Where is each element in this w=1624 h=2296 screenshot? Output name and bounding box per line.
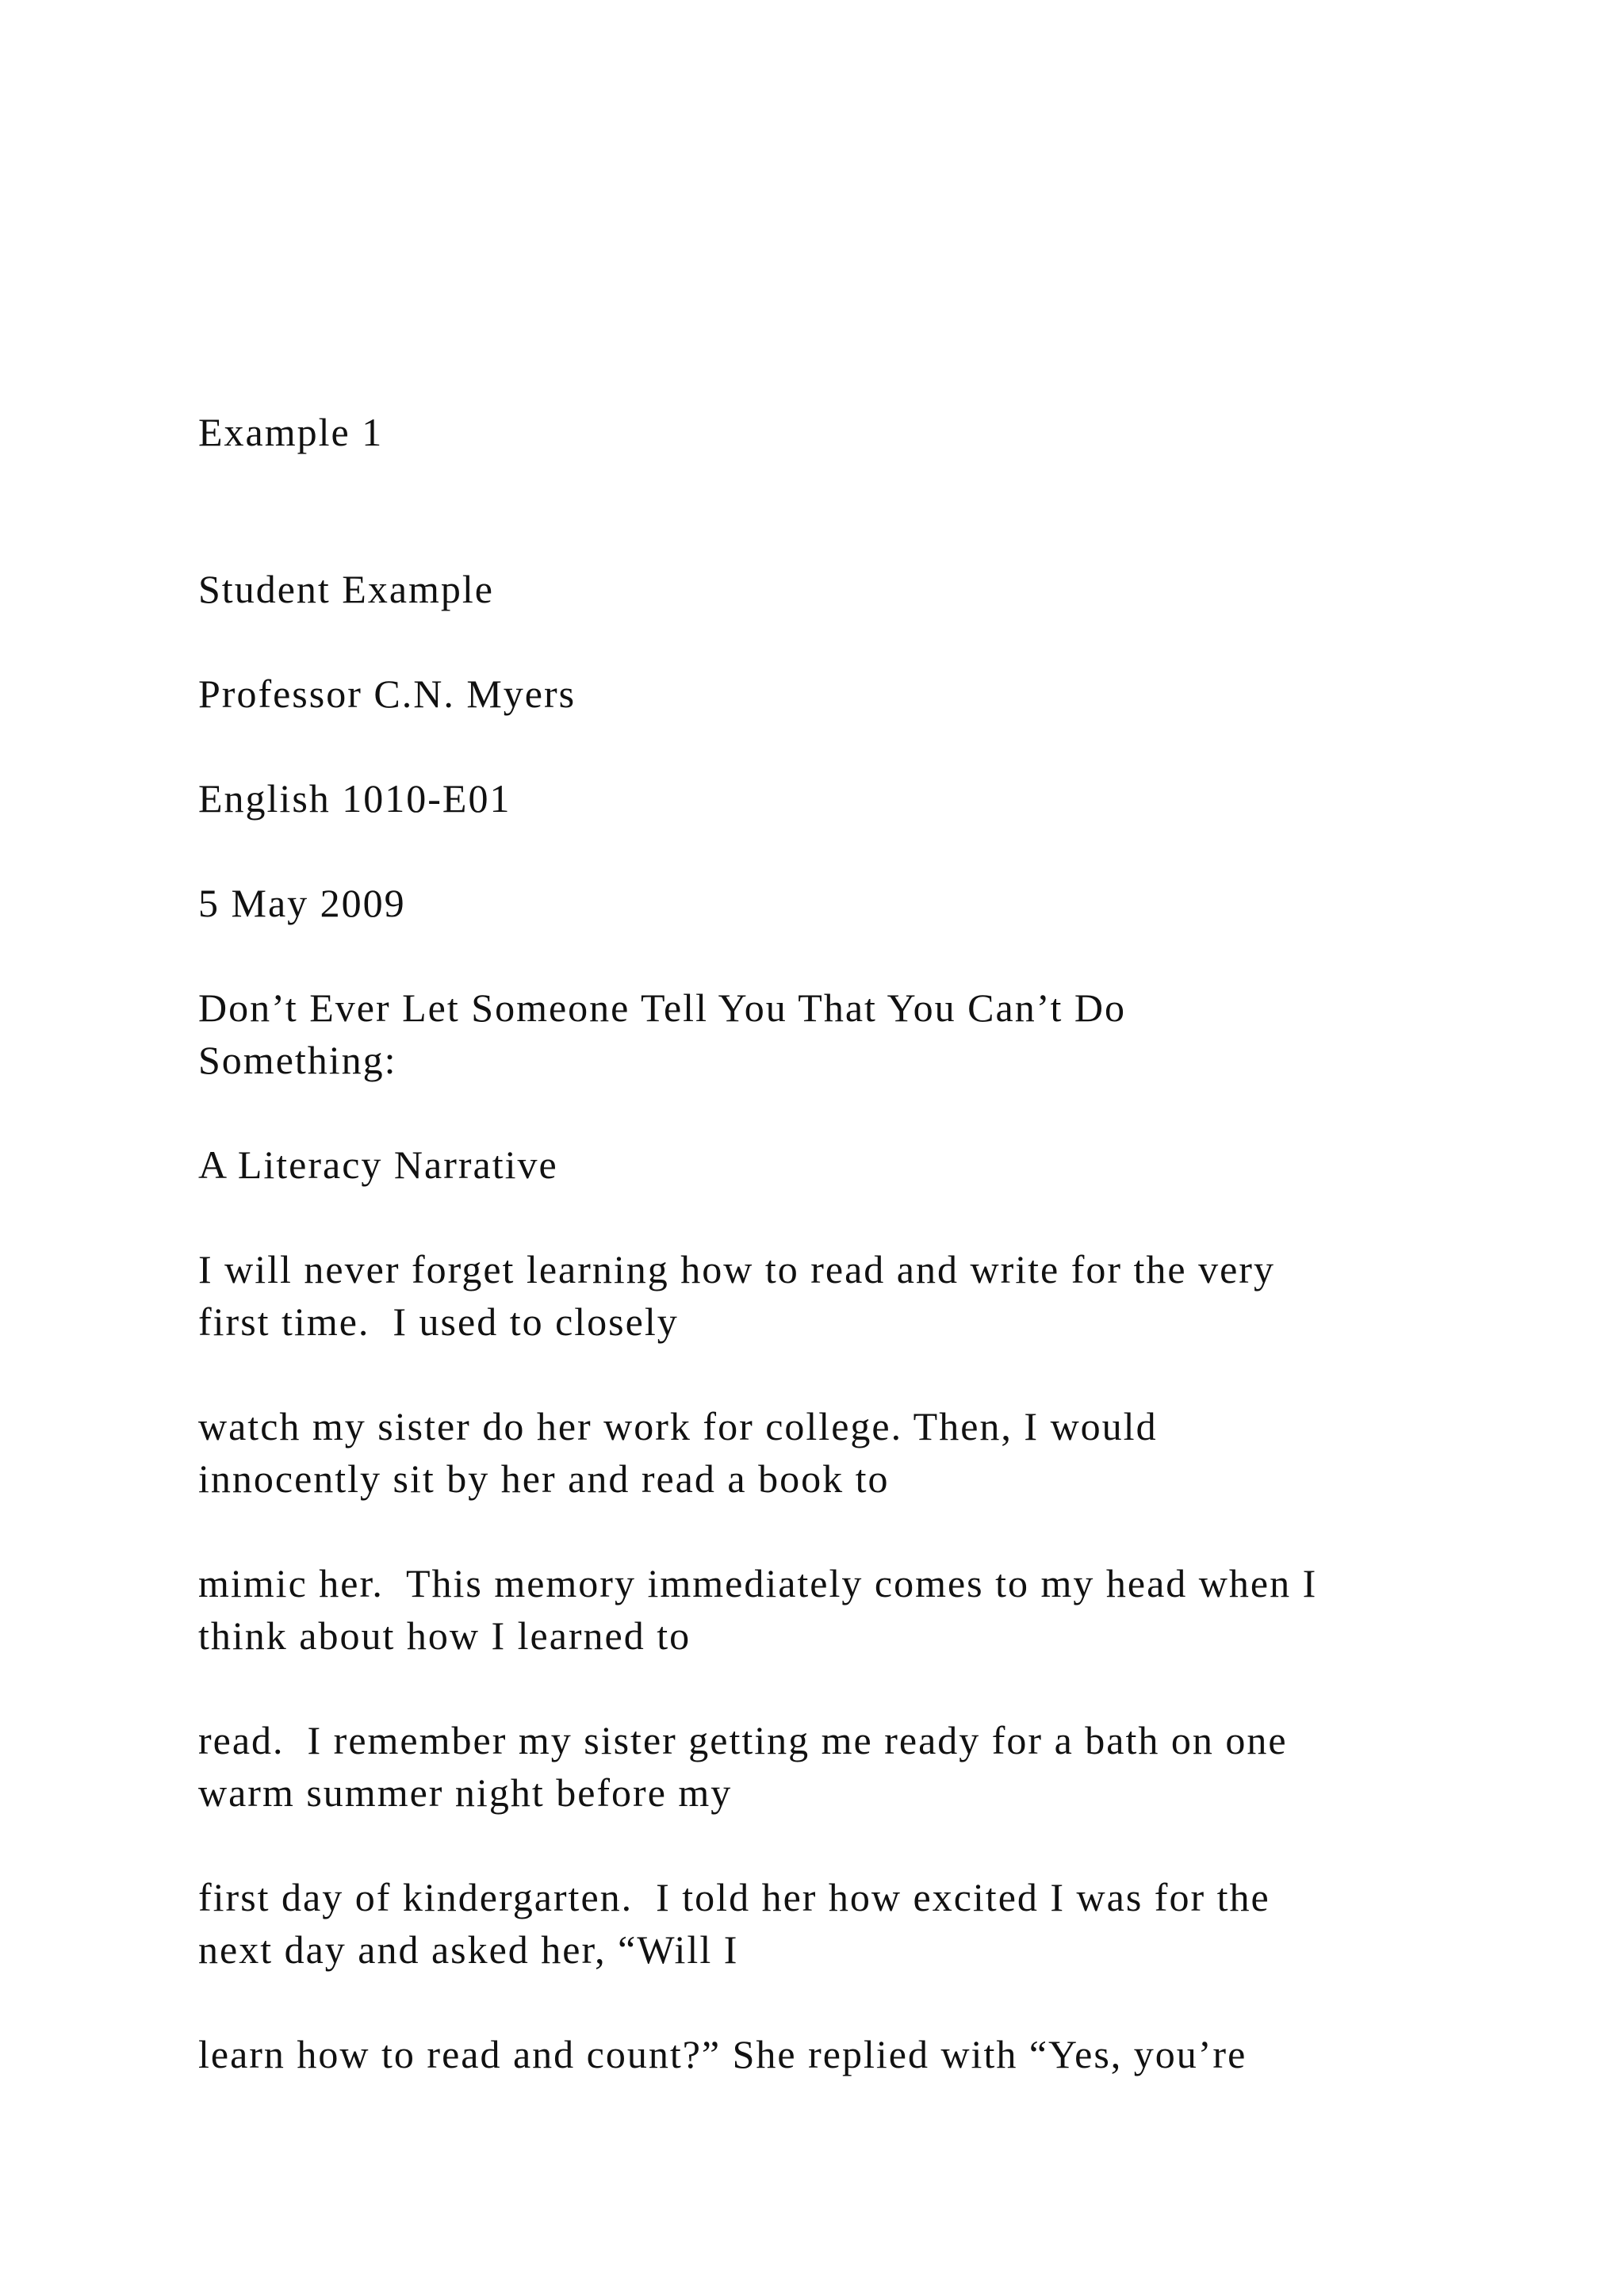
- essay-title-line-2: Something:: [198, 1038, 397, 1082]
- paragraph-line: first time. I used to closely: [198, 1299, 679, 1344]
- document-date: 5 May 2009: [198, 881, 406, 925]
- paragraph-line: innocently sit by her and read a book to: [198, 1456, 890, 1501]
- author-name: Student Example: [198, 567, 494, 611]
- essay-title-line-1: Don’t Ever Let Someone Tell You That You Can’t Do: [198, 985, 1126, 1030]
- essay-subtitle: A Literacy Narrative: [198, 1142, 558, 1187]
- paragraph-line: next day and asked her, “Will I: [198, 1927, 739, 1972]
- paragraph-line: I will never forget learning how to read and write for the very: [198, 1247, 1275, 1292]
- paragraph-line: learn how to read and count?” She replied with “Yes, you’re: [198, 2032, 1247, 2076]
- paragraph-line: watch my sister do her work for college. Then, I would: [198, 1404, 1158, 1448]
- paragraph-line: think about how I learned to: [198, 1613, 691, 1658]
- course-name: English 1010-E01: [198, 776, 511, 821]
- paragraph-line: mimic her. This memory immediately comes to my head when I: [198, 1561, 1318, 1605]
- paragraph-line: first day of kindergarten. I told her how excited I was for the: [198, 1875, 1270, 1919]
- paragraph-line: read. I remember my sister getting me ready for a bath on one: [198, 1718, 1288, 1762]
- paragraph-line: warm summer night before my: [198, 1770, 733, 1815]
- professor-name: Professor C.N. Myers: [198, 672, 576, 716]
- document-heading: Example 1: [198, 410, 384, 454]
